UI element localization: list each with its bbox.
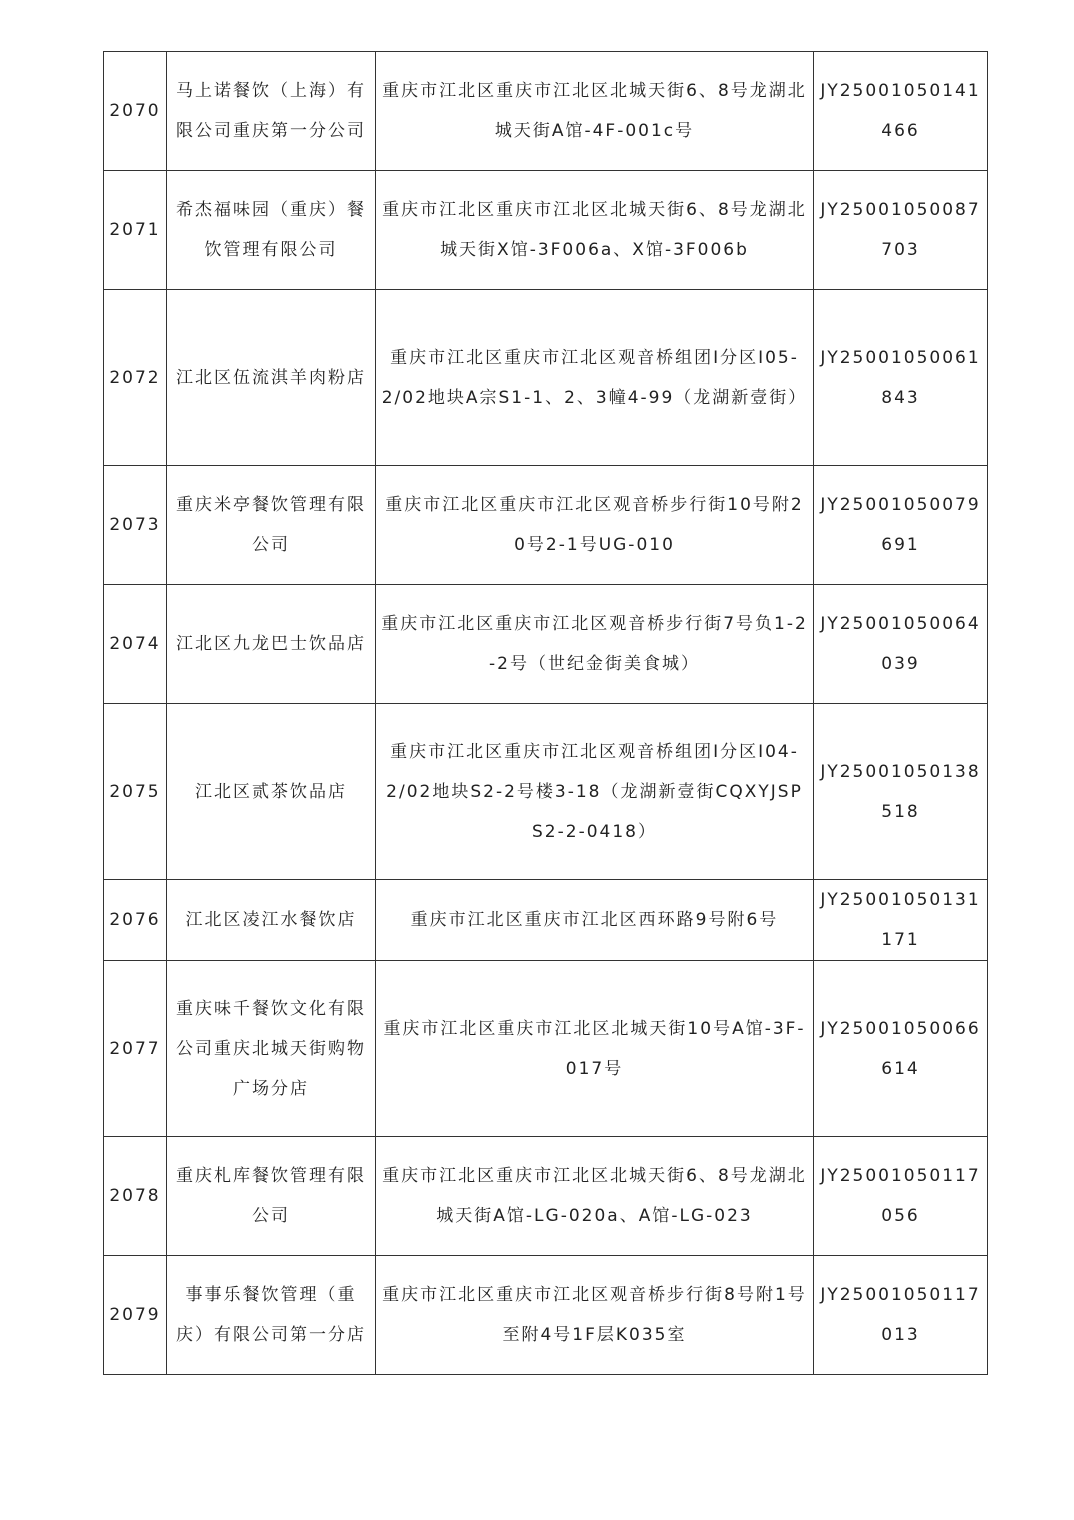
table-row <box>104 1137 988 1256</box>
table-row <box>104 961 988 1137</box>
table-row <box>104 585 988 704</box>
license-number: JY25001050061843 <box>814 290 988 466</box>
table-row <box>104 704 988 880</box>
business-name: 重庆米亭餐饮管理有限公司 <box>167 466 376 585</box>
table-row <box>104 290 988 466</box>
table-row <box>104 466 988 585</box>
row-number: 2074 <box>104 585 167 704</box>
row-number: 2079 <box>104 1256 167 1375</box>
business-name: 江北区伍流淇羊肉粉店 <box>167 290 376 466</box>
business-address: 重庆市江北区重庆市江北区观音桥步行街10号附20号2-1号UG-010 <box>376 466 814 585</box>
row-number: 2077 <box>104 961 167 1137</box>
business-address: 重庆市江北区重庆市江北区观音桥组团I分区I05-2/02地块A宗S1-1、2、3幢4-99（龙湖新壹街） <box>376 290 814 466</box>
business-name: 重庆札库餐饮管理有限公司 <box>167 1137 376 1256</box>
table-row <box>104 1256 988 1375</box>
license-number: JY25001050064039 <box>814 585 988 704</box>
business-name: 事事乐餐饮管理（重庆）有限公司第一分店 <box>167 1256 376 1375</box>
business-name: 希杰福味园（重庆）餐饮管理有限公司 <box>167 171 376 290</box>
business-name: 江北区凌江水餐饮店 <box>167 880 376 961</box>
business-address: 重庆市江北区重庆市江北区北城天街6、8号龙湖北城天街X馆-3F006a、X馆-3F006b <box>376 171 814 290</box>
business-name: 江北区贰茶饮品店 <box>167 704 376 880</box>
row-number: 2075 <box>104 704 167 880</box>
business-address: 重庆市江北区重庆市江北区观音桥组团Ⅰ分区Ⅰ04-2/02地块S2-2号楼3-18（龙湖新壹街CQXYJSPS2-2-0418） <box>376 704 814 880</box>
business-address: 重庆市江北区重庆市江北区西环路9号附6号 <box>376 880 814 961</box>
row-number: 2076 <box>104 880 167 961</box>
row-number: 2070 <box>104 52 167 171</box>
business-name: 重庆味千餐饮文化有限公司重庆北城天街购物广场分店 <box>167 961 376 1137</box>
license-number: JY25001050131171 <box>814 880 988 961</box>
license-number: JY25001050117056 <box>814 1137 988 1256</box>
table-row <box>104 171 988 290</box>
table-row <box>104 52 988 171</box>
row-number: 2071 <box>104 171 167 290</box>
license-number: JY25001050087703 <box>814 171 988 290</box>
business-address: 重庆市江北区重庆市江北区观音桥步行街7号负1-2-2号（世纪金街美食城） <box>376 585 814 704</box>
business-address: 重庆市江北区重庆市江北区观音桥步行街8号附1号至附4号1F层K035室 <box>376 1256 814 1375</box>
license-number: JY25001050066614 <box>814 961 988 1137</box>
license-number: JY25001050117013 <box>814 1256 988 1375</box>
license-number: JY25001050138518 <box>814 704 988 880</box>
business-address: 重庆市江北区重庆市江北区北城天街10号A馆-3F-017号 <box>376 961 814 1137</box>
license-number: JY25001050079691 <box>814 466 988 585</box>
business-name: 江北区九龙巴士饮品店 <box>167 585 376 704</box>
license-table <box>103 51 988 1375</box>
row-number: 2078 <box>104 1137 167 1256</box>
business-address: 重庆市江北区重庆市江北区北城天街6、8号龙湖北城天街A馆-LG-020a、A馆-LG-023 <box>376 1137 814 1256</box>
table-row <box>104 880 988 961</box>
row-number: 2073 <box>104 466 167 585</box>
row-number: 2072 <box>104 290 167 466</box>
license-number: JY25001050141466 <box>814 52 988 171</box>
business-address: 重庆市江北区重庆市江北区北城天街6、8号龙湖北城天街A馆-4F-001c号 <box>376 52 814 171</box>
business-name: 马上诺餐饮（上海）有限公司重庆第一分公司 <box>167 52 376 171</box>
